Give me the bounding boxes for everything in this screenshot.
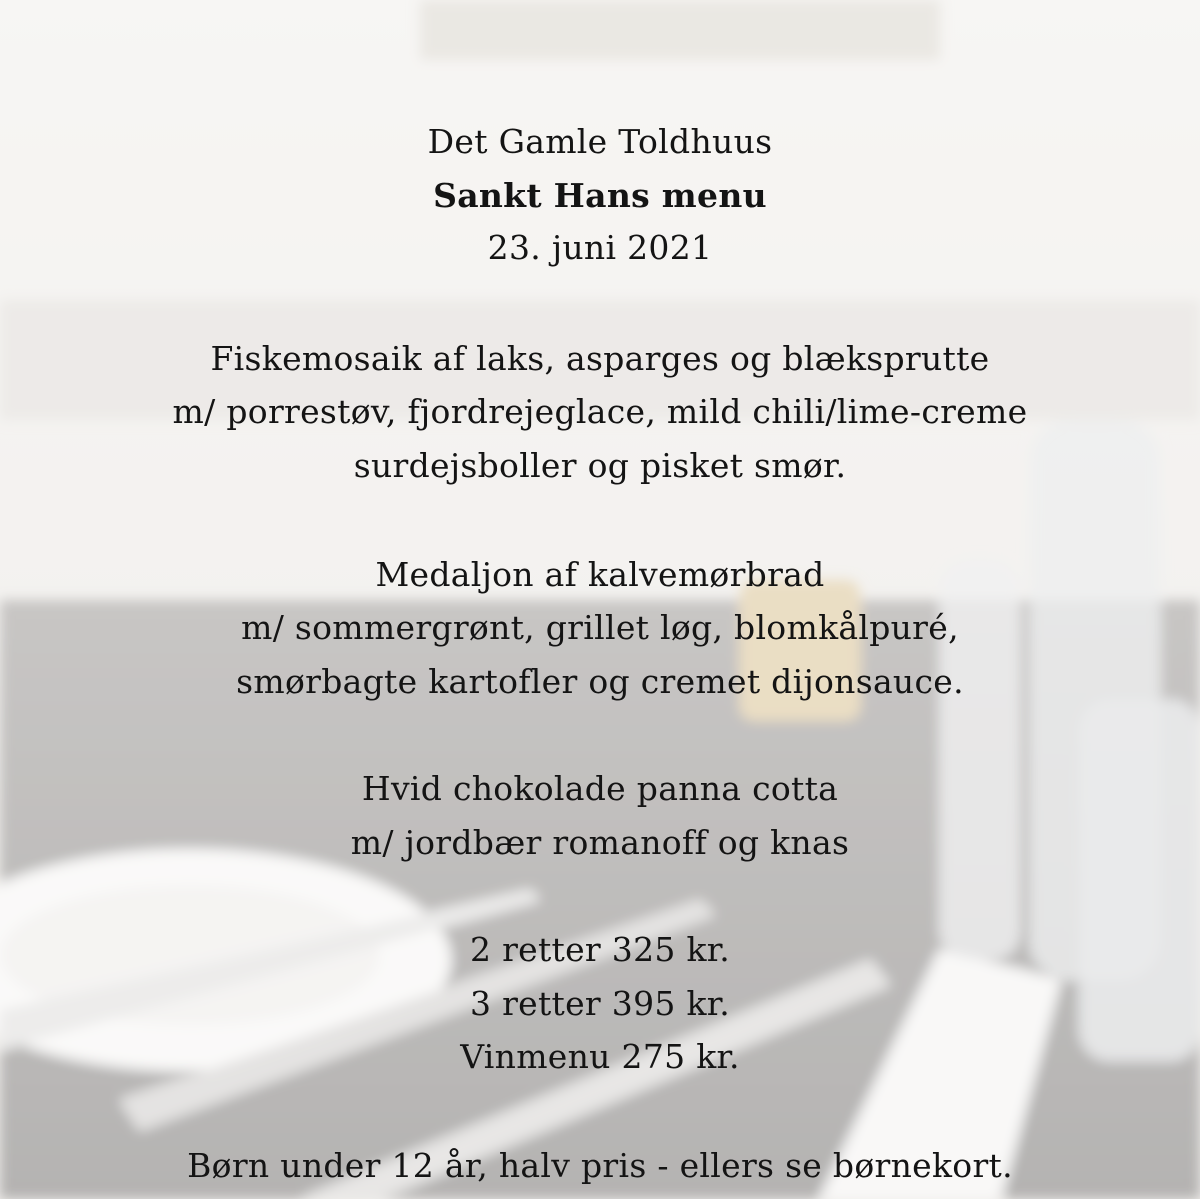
course-2-line-2: m/ sommergrønt, grillet løg, blomkålpuré,	[241, 608, 959, 647]
menu-date: 23. juni 2021	[487, 228, 713, 267]
price-wine-menu: Vinmenu 275 kr.	[460, 1037, 740, 1076]
children-note: Børn under 12 år, halv pris - ellers se børnekort.	[187, 1146, 1013, 1185]
menu-title: Sankt Hans menu	[433, 176, 767, 215]
course-1-line-2: m/ porrestøv, fjordrejeglace, mild chili/lime-creme	[172, 392, 1028, 431]
price-two-courses: 2 retter 325 kr.	[469, 930, 731, 969]
course-2-line-3: smørbagte kartofler og cremet dijonsauce.	[236, 662, 964, 701]
course-3-line-1: Hvid chokolade panna cotta	[361, 769, 839, 808]
course-1-line-1: Fiskemosaik af laks, asparges og blækspruttе	[210, 339, 990, 378]
course-3-line-2: m/ jordbær romanoff og knas	[350, 823, 850, 862]
price-three-courses: 3 retter 395 kr.	[469, 984, 731, 1023]
course-1-line-3: surdejsboller og pisket smør.	[353, 446, 847, 485]
course-2-line-1: Medaljon af kalvemørbrad	[375, 555, 825, 594]
restaurant-name: Det Gamle Toldhuus	[427, 122, 773, 161]
